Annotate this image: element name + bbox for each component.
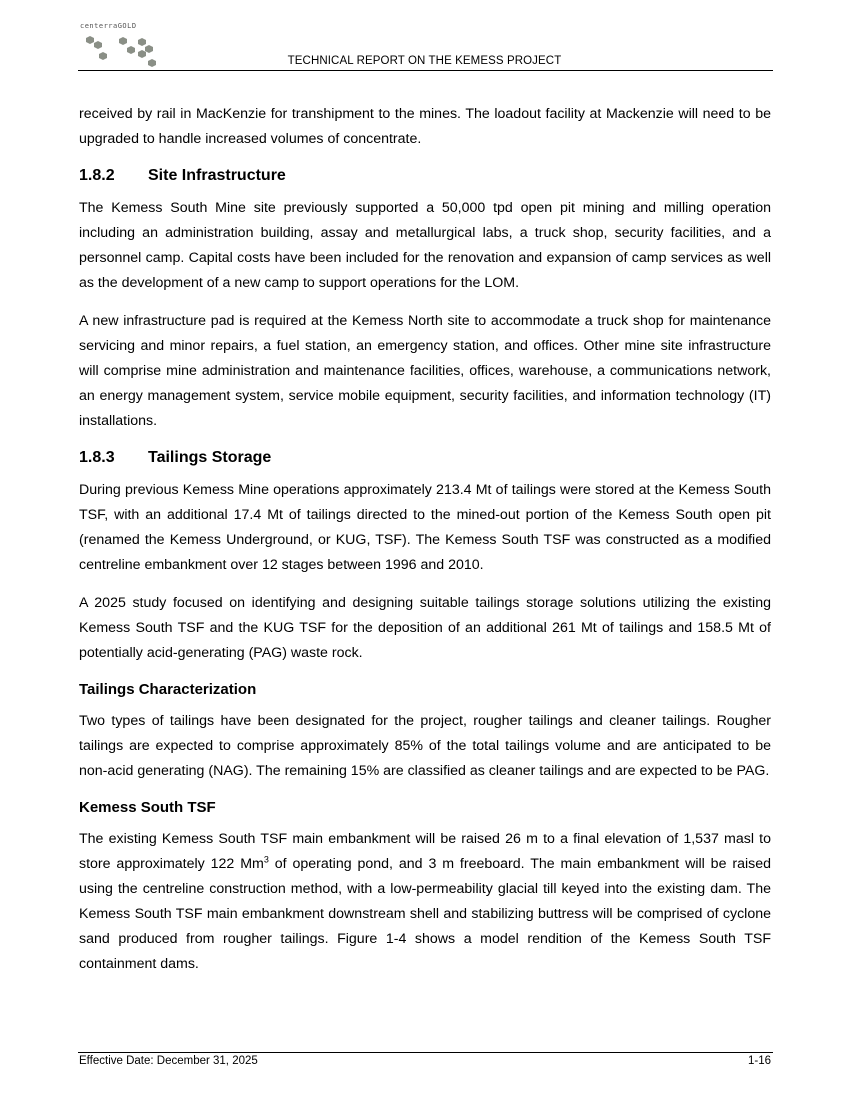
footer-rule (78, 1052, 773, 1053)
paragraph-kemess-south-tsf (79, 827, 771, 977)
subheading-kemess-south-tsf: Kemess South TSF (79, 799, 216, 816)
header-rule (78, 70, 773, 71)
subheading-tailings-characterization: Tailings Characterization (79, 681, 257, 698)
paragraph-site-infrastructure-2: A new infrastructure pad is required at the Kemess North site to accommodate a truck shop for maintenance servicing and minor repairs, a fuel station, an emergency station, and offices. Other mine site infrastructure will comprise mine administration and maintenance facilities, offices, warehouse, a communications network, an energy management system, service mobile equipment, security facilities, and information technology (IT) installations. (79, 313, 771, 429)
paragraph-tailings-storage-2: A 2025 study focused on identifying and designing suitable tailings storage solutions utilizing the existing Kemess South TSF and the KUG TSF for the deposition of an additional 261 Mt of tailings and 158.5 Mt of potentially acid-generating (PAG) waste rock. (79, 595, 771, 661)
paragraph-concentrate-transport: received by rail in MacKenzie for transhipment to the mines. The loadout facility at Mackenzie will need to be upgraded to handle increased volumes of concentrate. (79, 106, 771, 147)
text-run: The existing Kemess South TSF main embankment will be raised 26 m to a final elevation of 1,537 masl to store approximately 122 Mm (79, 831, 771, 872)
paragraph-tailings-characterization: Two types of tailings have been designated for the project, rougher tailings and cleaner tailings. Rougher tailings are expected to comprise approximately 85% of the total tailings volume and are anticipated to be non-acid generating (NAG). The remaining 15% are classified as cleaner tailings and are expected to be PAG. (79, 713, 771, 779)
effective-date: Effective Date: December 31, 2025 (79, 1055, 258, 1067)
running-header-title: TECHNICAL REPORT ON THE KEMESS PROJECT (287, 55, 562, 67)
section-heading-1-8-2 (79, 165, 771, 187)
page-body (79, 102, 771, 990)
section-heading-1-8-3 (79, 447, 771, 469)
section-number: 1.8.2 (79, 167, 115, 184)
section-title: Site Infrastructure (148, 167, 286, 184)
logo-wordmark: centerraGOLD (80, 22, 137, 30)
section-title: Tailings Storage (148, 449, 272, 466)
paragraph-site-infrastructure-1: The Kemess South Mine site previously supported a 50,000 tpd open pit mining and milling operation including an administration building, assay and metallurgical labs, a truck shop, security facilities, and a personnel camp. Capital costs have been included for the renovation and expansion of camp services as well as the development of a new camp to support operations for the LOM. (79, 200, 771, 291)
paragraph-tailings-storage-1: During previous Kemess Mine operations approximately 213.4 Mt of tailings were stored at the Kemess South TSF, with an additional 17.4 Mt of tailings directed to the mined-out portion of the Kemess South open pit (renamed the Kemess Underground, or KUG, TSF). The Kemess South TSF was constructed as a modified centreline embankment over 12 stages between 1996 and 2010. (79, 482, 771, 573)
superscript: 3 (263, 854, 269, 865)
page-number: 1-16 (747, 1055, 771, 1067)
section-number: 1.8.3 (79, 449, 115, 466)
text-run: of operating pond, and 3 m freeboard. The main embankment will be raised using the centreline construction method, with a low-permeability glacial till keyed into the existing dam. The Kemess South TSF main embankment downstream shell and stabilizing buttress will be comprised of cyclone sand produced from rougher tailings. Figure 1-4 shows a model rendition of the Kemess South TSF containment dams. (79, 856, 771, 972)
